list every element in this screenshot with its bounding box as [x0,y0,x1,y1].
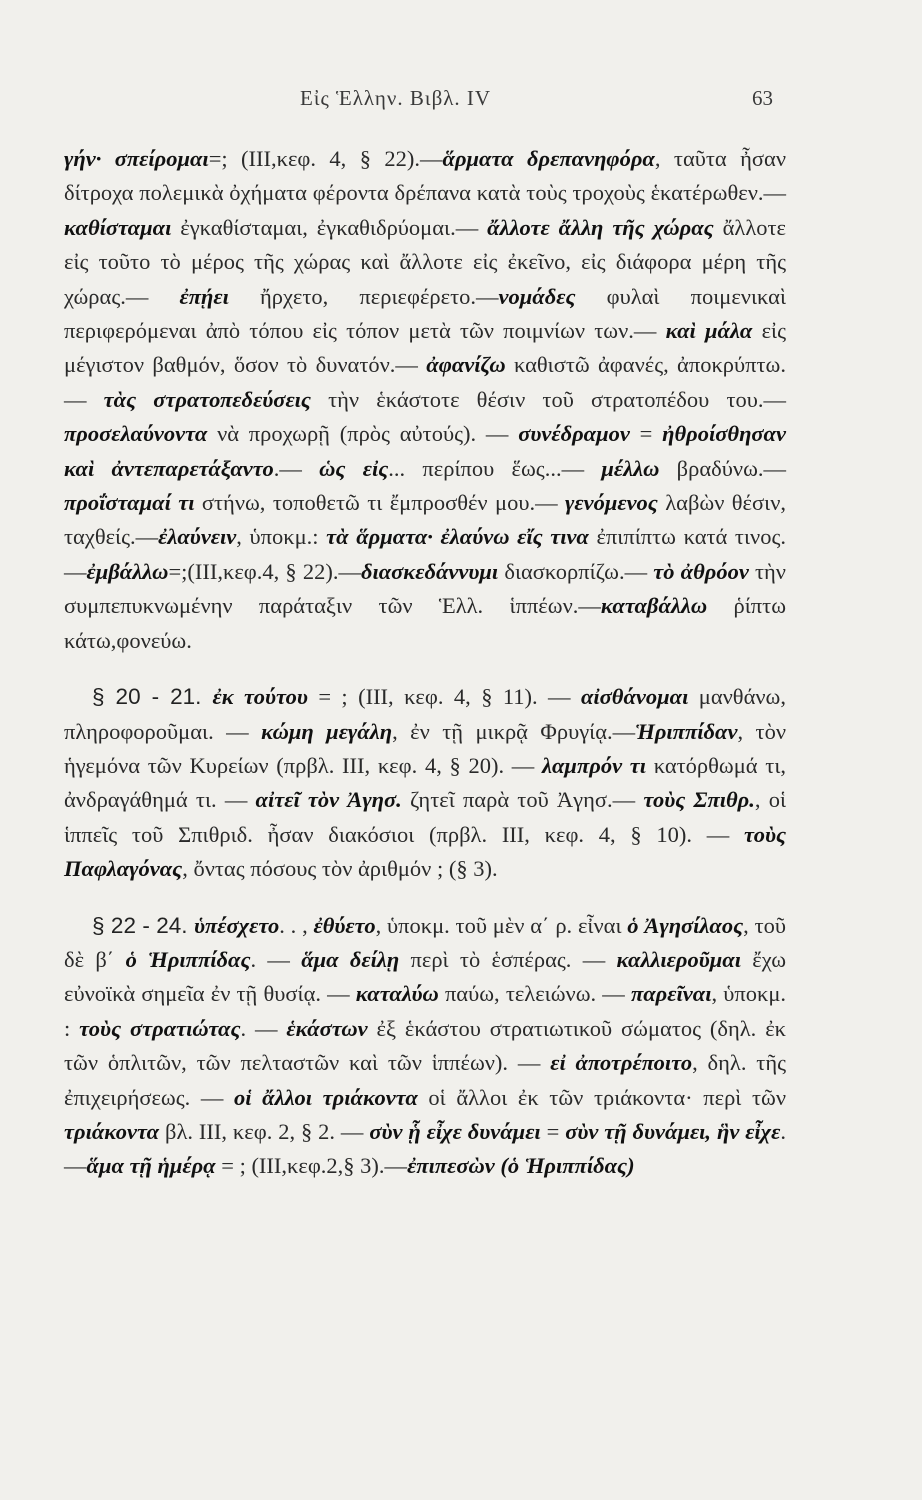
lemma-term: τὸ ἀθρόον [653,558,749,584]
lemma-term: συνέδραμον [518,421,630,447]
gloss-text: = [629,421,663,447]
lemma-term: τοὺς Σπιθρ. [643,787,755,813]
gloss-text: , ὑποκμ.: [236,524,327,550]
gloss-text: = [540,1118,566,1144]
gloss-text: , τὸν ἡγεμόνα τῶν Κυρείων (πρβλ. ΙΙΙ, κεφ. 4, § 20). — [64,718,787,778]
gloss-text: = ; (ΙΙΙ, κεφ. 4, § 11). — [307,684,581,710]
section-number: § 20 - 21. [92,684,213,710]
gloss-text: στήνω, τοποθετῶ τι ἔμπροσθέν μου.— [194,490,565,516]
lemma-term: ἐκ τούτου [212,684,308,710]
gloss-text: , ὄντας πόσους τὸν ἀριθμόν ; (§ 3). [182,856,498,882]
lemma-term: γήν· σπείρομαι [64,146,209,171]
lemma-term: ὁ Ἀγησίλαος [627,912,744,938]
gloss-text: κατόρθωμά τι, ἀνδραγάθημά τι. — [64,752,787,813]
lemma-term: προσελαύνοντα [64,421,208,447]
lemma-term: τὰς στρατοπεδεύσεις [103,386,311,412]
lemma-term: παρεῖναι [630,981,712,1007]
lemma-term: ἄλλοτε ἄλλη τῆς χώρας [487,214,714,240]
gloss-text: λαβὼν θέσιν, ταχθείς.— [64,490,786,550]
commentary-paragraph [64,680,786,886]
lemma-term: τριάκοντα [64,1118,160,1144]
gloss-text: = ; (ΙΙΙ,κεφ.2,§ 3).— [215,1153,408,1179]
commentary-paragraph [64,909,786,1184]
gloss-text: , ὑποκμ. : [64,981,787,1041]
gloss-text: παύω, τελειώνω. — [438,981,631,1007]
gloss-text: ἐξ ἑκάστου στρατιωτικοῦ σώματος (δηλ. ἐκ τῶν ὁπλιτῶν, τῶν πελταστῶν καὶ τῶν ἱππέων). — [64,1015,786,1076]
gloss-text: τὴν συμπεπυκνωμένην παράταξιν τῶν Ἑλλ. ἱππέων.— [64,558,786,619]
section-number: § 22 - 24. [92,912,194,938]
lemma-term: λαμπρόν τι [542,752,646,778]
lemma-term: ἐθύετο [313,912,376,938]
lemma-term: ἅμα τῇ ἡμέρᾳ [86,1153,216,1179]
gloss-text: μανθάνω, πληροφοροῦμαι. — [64,684,786,744]
gloss-text: .— [273,455,320,481]
lemma-term: καταβάλλω [600,593,708,619]
gloss-text: ζητεῖ παρὰ τοῦ Ἀγησ.— [401,787,644,813]
lemma-term: γενόμενος [565,490,658,516]
running-title: Εἰς Ἑλλην. Βιβλ. IV [300,86,492,110]
lemma-term: ὡς εἰς [319,455,389,481]
gloss-text: εἰς μέγιστον βαθμόν, ὅσον τὸ δυνατόν.— [64,318,786,378]
gloss-text: καθιστῶ ἀφανές, ἀποκρύπτω.— [64,352,786,412]
lemma-term: σὺν τῇ δυνάμει, ἣν εἶχε [565,1118,781,1144]
lemma-term: ἐλαύνειν [158,524,237,550]
lemma-term: ὑπέσχετο [193,912,280,938]
gloss-text: ἐγκαθίσταμαι, ἐγκαθιδρύομαι.— [171,214,488,240]
gloss-text: . — [250,946,302,972]
lemma-term: ἅρματα δρεπανηφόρα [442,146,655,171]
gloss-text: τὴν ἑκάστοτε θέσιν τοῦ στρατοπέδου του.— [310,386,786,412]
lemma-term: ἠθροίσθησαν καὶ ἀντεπαρετάξαντο [64,421,786,481]
lemma-term: ἐπῄει [179,283,229,309]
lemma-term: ἐμβάλλω [86,558,169,584]
gloss-text: βραδύνω.— [659,455,786,481]
lemma-term: αἰσθάνομαι [580,684,689,710]
gloss-text: βλ. ΙΙΙ, κεφ. 2, § 2. — [159,1118,370,1144]
commentary-text [64,142,786,1184]
gloss-text: , οἱ ἱππεῖς τοῦ Σπιθριδ. ἦσαν διακόσιοι (πρβλ. ΙΙΙ, κεφ. 4, § 10). — [64,787,787,847]
lemma-term: τοὺς στρατιώτας [79,1015,241,1041]
gloss-text: , τοῦ δὲ β΄ [64,912,787,972]
page-number: 63 [752,86,773,110]
lemma-term: ὁ Ἡριππίδας [125,946,251,972]
gloss-text: =; (ΙΙΙ,κεφ. 4, § 22).— [208,146,443,171]
lemma-term: κώμη μεγάλη [261,718,393,744]
lemma-term: Ἡριππίδαν [635,718,738,744]
gloss-text: ἤρχετο, περιεφέρετο.— [228,283,499,309]
gloss-text: οἱ ἄλλοι ἐκ τῶν τριάκοντα· περὶ τῶν [417,1084,786,1110]
lemma-term: αἰτεῖ τὸν Ἀγησ. [255,787,402,813]
lemma-term: διασκεδάννυμι [360,558,499,584]
gloss-text: ἄλλοτε εἰς τοῦτο τὸ μέρος τῆς χώρας καὶ ἄλλοτε εἰς ἐκεῖνο, εἰς διάφορα μέρη τῆς χώρας.— [64,214,786,309]
lemma-term: καθίσταμαι [64,214,172,240]
gloss-text: , ταῦτα ἦσαν δίτροχα πολεμικὰ ὀχήματα φέροντα δρέπανα κατὰ τοὺς τροχοὺς ἑκατέρωθεν.— [64,146,786,206]
gloss-text: φυλαὶ ποιμενικαὶ περιφερόμεναι ἀπὸ τόπου εἰς τόπον μετὰ τῶν ποιμνίων των.— [64,283,786,344]
lemma-term: τὰ ἅρματα· ἐλαύνω εἴς τινα [326,524,589,550]
gloss-text: =;(ΙΙΙ,κεφ.4, § 22).— [168,558,361,584]
lemma-term: ἅμα δείλῃ [301,946,400,972]
gloss-text: περὶ τὸ ἑσπέρας. — [399,946,617,972]
lemma-term: σὺν ᾗ εἶχε δυνάμει [369,1118,541,1144]
lemma-term: καλλιεροῦμαι [616,946,741,972]
gloss-text: , ὑποκμ. τοῦ μὲν α΄ ρ. εἶναι [375,912,628,938]
lemma-term: νομάδες [498,283,576,309]
commentary-paragraph [64,142,786,658]
lemma-term: ἑκάστων [286,1015,368,1041]
lemma-term: μέλλω [601,455,660,481]
lemma-term: εἰ ἀποτρέποιτο [550,1050,693,1076]
gloss-text: . . , [279,912,314,938]
gloss-text: . — [240,1015,287,1041]
lemma-term: τοὺς Παφλαγόνας [64,821,786,882]
lemma-term: οἱ ἄλλοι τριάκοντα [234,1084,418,1110]
gloss-text: διασκορπίζω.— [498,558,654,584]
gloss-text: ... περίπου ἕως...— [388,455,602,481]
lemma-term: ἀφανίζω [426,352,506,378]
lemma-term: καταλύω [355,981,439,1007]
gloss-text: , δηλ. τῆς ἐπιχειρήσεως. — [64,1050,787,1110]
gloss-text: νὰ προχωρῇ (πρὸς αὐτούς). — [207,421,519,447]
gloss-text: , ἐν τῇ μικρᾷ Φρυγίᾳ.— [392,718,636,744]
gloss-text: ἔχω εὐνοϊκὰ σημεῖα ἐν τῇ θυσίᾳ. — [64,946,787,1007]
gloss-text: ἐπιπίπτω κατά τινος.— [64,524,786,584]
lemma-term: καὶ μάλα [665,318,753,344]
lemma-term: ἐπιπεσὼν (ὁ Ἡριππίδας) [407,1153,635,1179]
gloss-text: .— [64,1118,786,1179]
lemma-term: προΐσταμαί τι [64,490,195,516]
gloss-text: ῥίπτω κάτω,φονεύω. [64,593,786,653]
